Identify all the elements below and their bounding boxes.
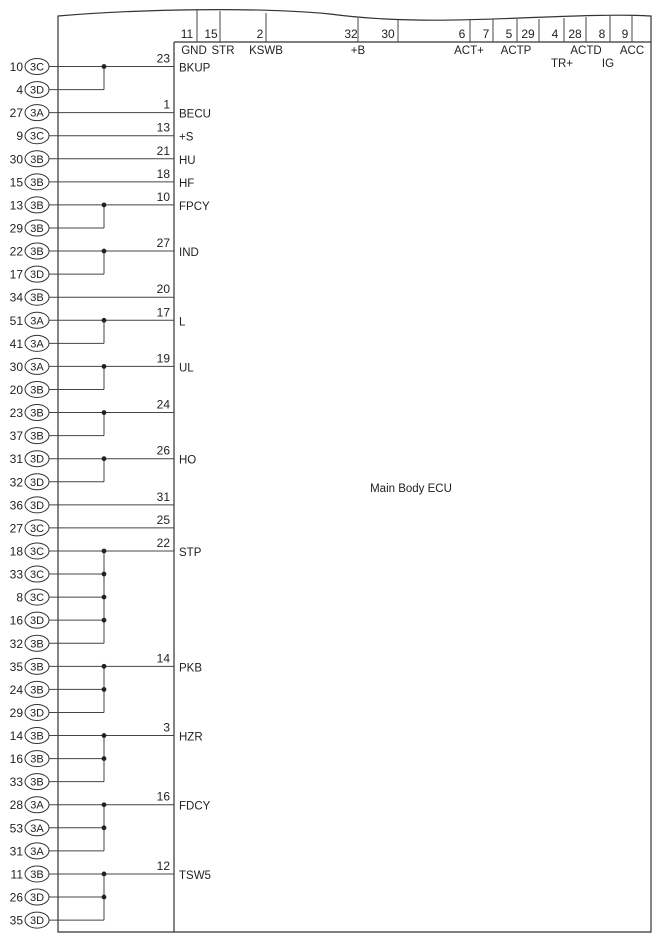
top-pin-number: 28	[568, 27, 582, 41]
ecu-outline	[58, 10, 651, 932]
junction-dot	[102, 802, 107, 807]
junction-dot	[102, 756, 107, 761]
top-pin-label: ACC	[619, 45, 645, 57]
connector-id: 3D	[29, 707, 45, 720]
wire-group	[10, 790, 211, 859]
connector-pin-number: 14	[9, 729, 23, 744]
ecu-pin-number: 27	[156, 236, 170, 251]
connector-id: 3A	[30, 822, 44, 835]
top-pin-label: ACTD	[570, 45, 602, 57]
ecu-pin-number: 16	[156, 789, 170, 804]
connector-pin-number: 26	[9, 890, 23, 905]
ecu-pin-number: 19	[156, 351, 170, 366]
connector-pin-number: 36	[9, 498, 23, 513]
top-pin-number: 32	[344, 27, 358, 41]
wire-groups	[10, 52, 211, 929]
junction-dot	[102, 595, 107, 600]
connector-pin-number: 18	[9, 544, 23, 559]
connector-pin-number: 29	[9, 221, 23, 236]
connector-id: 3A	[30, 799, 44, 812]
wire-group	[10, 98, 211, 121]
ecu-pin-number: 25	[156, 512, 170, 527]
wire-group	[10, 351, 195, 397]
wire-group	[10, 144, 196, 167]
connector-id: 3B	[30, 407, 44, 420]
connector-id: 3C	[29, 522, 45, 535]
connector-pin-number: 28	[9, 798, 23, 813]
top-pin-number: 8	[598, 27, 606, 41]
junction-dot	[102, 203, 107, 208]
connector-id: 3D	[29, 892, 45, 905]
wire-group	[10, 52, 211, 98]
signal-label: UL	[179, 362, 194, 375]
wire-group	[10, 398, 174, 444]
junction-dot	[102, 872, 107, 877]
top-pin-header	[181, 10, 644, 70]
ecu-pin-number: 20	[156, 282, 170, 297]
connector-pin-number: 23	[9, 406, 23, 421]
top-pin-number: 30	[381, 27, 395, 41]
connector-id: 3B	[30, 868, 44, 881]
connector-pin-number: 9	[16, 129, 23, 144]
connector-pin-number: 34	[9, 290, 23, 305]
connector-id: 3D	[29, 84, 45, 97]
connector-id: 3C	[29, 569, 45, 582]
connector-id: 3B	[30, 661, 44, 674]
ecu-pin-number: 18	[156, 166, 170, 181]
top-pin-label: TR+	[550, 58, 574, 70]
connector-pin-number: 20	[9, 382, 23, 397]
junction-dot	[102, 618, 107, 623]
wire-group	[10, 305, 186, 351]
connector-id: 3D	[29, 615, 45, 628]
connector-id: 3B	[30, 430, 44, 443]
connector-pin-number: 31	[9, 452, 23, 467]
connector-id: 3B	[30, 292, 44, 305]
signal-label: HU	[179, 154, 196, 167]
connector-id: 3B	[30, 384, 44, 397]
top-pin-number: 29	[521, 27, 535, 41]
connector-id: 3B	[30, 246, 44, 259]
connector-id: 3D	[29, 269, 45, 282]
connector-id: 3B	[30, 753, 44, 766]
connector-id: 3A	[30, 315, 44, 328]
ecu-pin-number: 26	[156, 443, 170, 458]
connector-pin-number: 31	[9, 844, 23, 859]
connector-pin-number: 17	[9, 267, 23, 282]
connector-pin-number: 33	[9, 567, 23, 582]
connector-id: 3D	[29, 915, 45, 928]
wire-group	[10, 490, 174, 513]
connector-id: 3A	[30, 107, 44, 120]
connector-pin-number: 27	[9, 521, 23, 536]
top-pin-number: 7	[482, 27, 490, 41]
connector-id: 3B	[30, 153, 44, 166]
top-pin-label: +B	[350, 45, 366, 57]
connector-id: 3C	[29, 61, 45, 74]
junction-dot	[102, 733, 107, 738]
connector-id: 3B	[30, 222, 44, 235]
signal-label: TSW5	[179, 869, 211, 882]
connector-pin-number: 35	[9, 659, 23, 674]
top-pin-number: 11	[180, 27, 194, 41]
connector-pin-number: 29	[9, 705, 23, 720]
ecu-pin-number: 1	[163, 97, 170, 112]
junction-dot	[102, 825, 107, 830]
junction-dot	[102, 318, 107, 323]
ecu-pin-number: 24	[156, 397, 170, 412]
connector-id: 3C	[29, 545, 45, 558]
connector-pin-number: 8	[16, 590, 23, 605]
connector-pin-number: 33	[9, 775, 23, 790]
top-pin-label: GND	[181, 45, 207, 57]
connector-pin-number: 13	[9, 198, 23, 213]
ecu-pin-number: 12	[156, 858, 170, 873]
connector-id: 3C	[29, 130, 45, 143]
junction-dot	[102, 549, 107, 554]
connector-pin-number: 16	[9, 613, 23, 628]
ecu-pin-number: 14	[156, 651, 170, 666]
connector-pin-number: 15	[9, 175, 23, 190]
connector-id: 3B	[30, 776, 44, 789]
ecu-pin-number: 23	[156, 51, 170, 66]
top-pin-label: STR	[211, 45, 235, 57]
wire-group	[10, 444, 197, 490]
connector-pin-number: 11	[10, 867, 23, 882]
wire-group	[10, 236, 199, 282]
connector-id: 3A	[30, 338, 44, 351]
top-pin-number: 5	[505, 27, 513, 41]
top-pin-label: ACTP	[500, 45, 532, 57]
connector-id: 3A	[30, 361, 44, 374]
connector-pin-number: 41	[9, 336, 23, 351]
junction-dot	[102, 572, 107, 577]
connector-pin-number: 27	[9, 106, 23, 121]
ecu-title: Main Body ECU	[370, 483, 452, 495]
wire-group	[16, 121, 193, 144]
connector-id: 3A	[30, 845, 44, 858]
ecu-pin-number: 17	[156, 305, 170, 320]
wire-group	[10, 859, 211, 928]
signal-label: L	[179, 316, 186, 329]
connector-pin-number: 10	[9, 60, 23, 74]
connector-id: 3D	[29, 453, 45, 466]
top-pin-number: 4	[551, 27, 559, 41]
top-pin-number: 6	[458, 27, 466, 41]
connector-id: 3B	[30, 176, 44, 189]
top-pin-number: 2	[256, 27, 264, 41]
top-pin-label: ACT+	[454, 45, 484, 57]
ecu-pin-number: 31	[156, 489, 170, 504]
signal-label: STP	[179, 546, 202, 559]
junction-dot	[102, 364, 107, 369]
connector-pin-number: 24	[9, 682, 23, 697]
connector-id: 3B	[30, 199, 44, 212]
connector-id: 3D	[29, 499, 45, 512]
connector-pin-number: 22	[9, 244, 23, 259]
signal-label: BECU	[179, 108, 211, 121]
junction-dot	[102, 64, 107, 69]
connector-pin-number: 30	[9, 152, 23, 167]
connector-pin-number: 4	[16, 83, 23, 98]
ecu-pin-number: 3	[163, 720, 170, 735]
wire-group	[10, 282, 174, 305]
ecu-pin-number: 10	[156, 189, 170, 204]
wire-group	[10, 167, 195, 190]
top-pin-label: IG	[601, 58, 615, 70]
junction-dot	[102, 456, 107, 461]
connector-pin-number: 30	[9, 359, 23, 374]
signal-label: FPCY	[179, 200, 210, 213]
connector-id: 3D	[29, 476, 45, 489]
ecu-pin-number: 22	[156, 535, 170, 550]
top-pin-number: 9	[621, 27, 629, 41]
connector-pin-number: 32	[9, 636, 23, 651]
signal-label: FDCY	[179, 800, 211, 813]
junction-dot	[102, 895, 107, 900]
connector-pin-number: 35	[9, 913, 23, 928]
wire-group	[10, 536, 202, 651]
connector-pin-number: 51	[9, 313, 23, 328]
ecu-pin-number: 21	[156, 143, 170, 158]
junction-dot	[102, 410, 107, 415]
connector-id: 3B	[30, 684, 44, 697]
signal-label: HF	[179, 177, 195, 190]
connector-pin-number: 53	[9, 821, 23, 836]
connector-pin-number: 16	[9, 752, 23, 767]
wire-group	[10, 190, 210, 236]
signal-label: BKUP	[179, 62, 211, 75]
connector-pin-number: 37	[9, 429, 23, 444]
connector-id: 3B	[30, 638, 44, 651]
junction-dot	[102, 687, 107, 692]
ecu-pin-number: 13	[156, 120, 170, 135]
signal-label: IND	[179, 247, 199, 260]
wire-group	[10, 513, 174, 536]
connector-id: 3B	[30, 730, 44, 743]
junction-dot	[102, 664, 107, 669]
junction-dot	[102, 249, 107, 254]
signal-label: HO	[179, 454, 197, 467]
connector-pin-number: 32	[9, 475, 23, 490]
connector-id: 3C	[29, 592, 45, 605]
top-pin-label: KSWB	[249, 45, 283, 57]
top-pin-number: 15	[204, 27, 218, 41]
signal-label: PKB	[179, 662, 203, 675]
signal-label: +S	[179, 131, 194, 144]
signal-label: HZR	[179, 731, 203, 744]
